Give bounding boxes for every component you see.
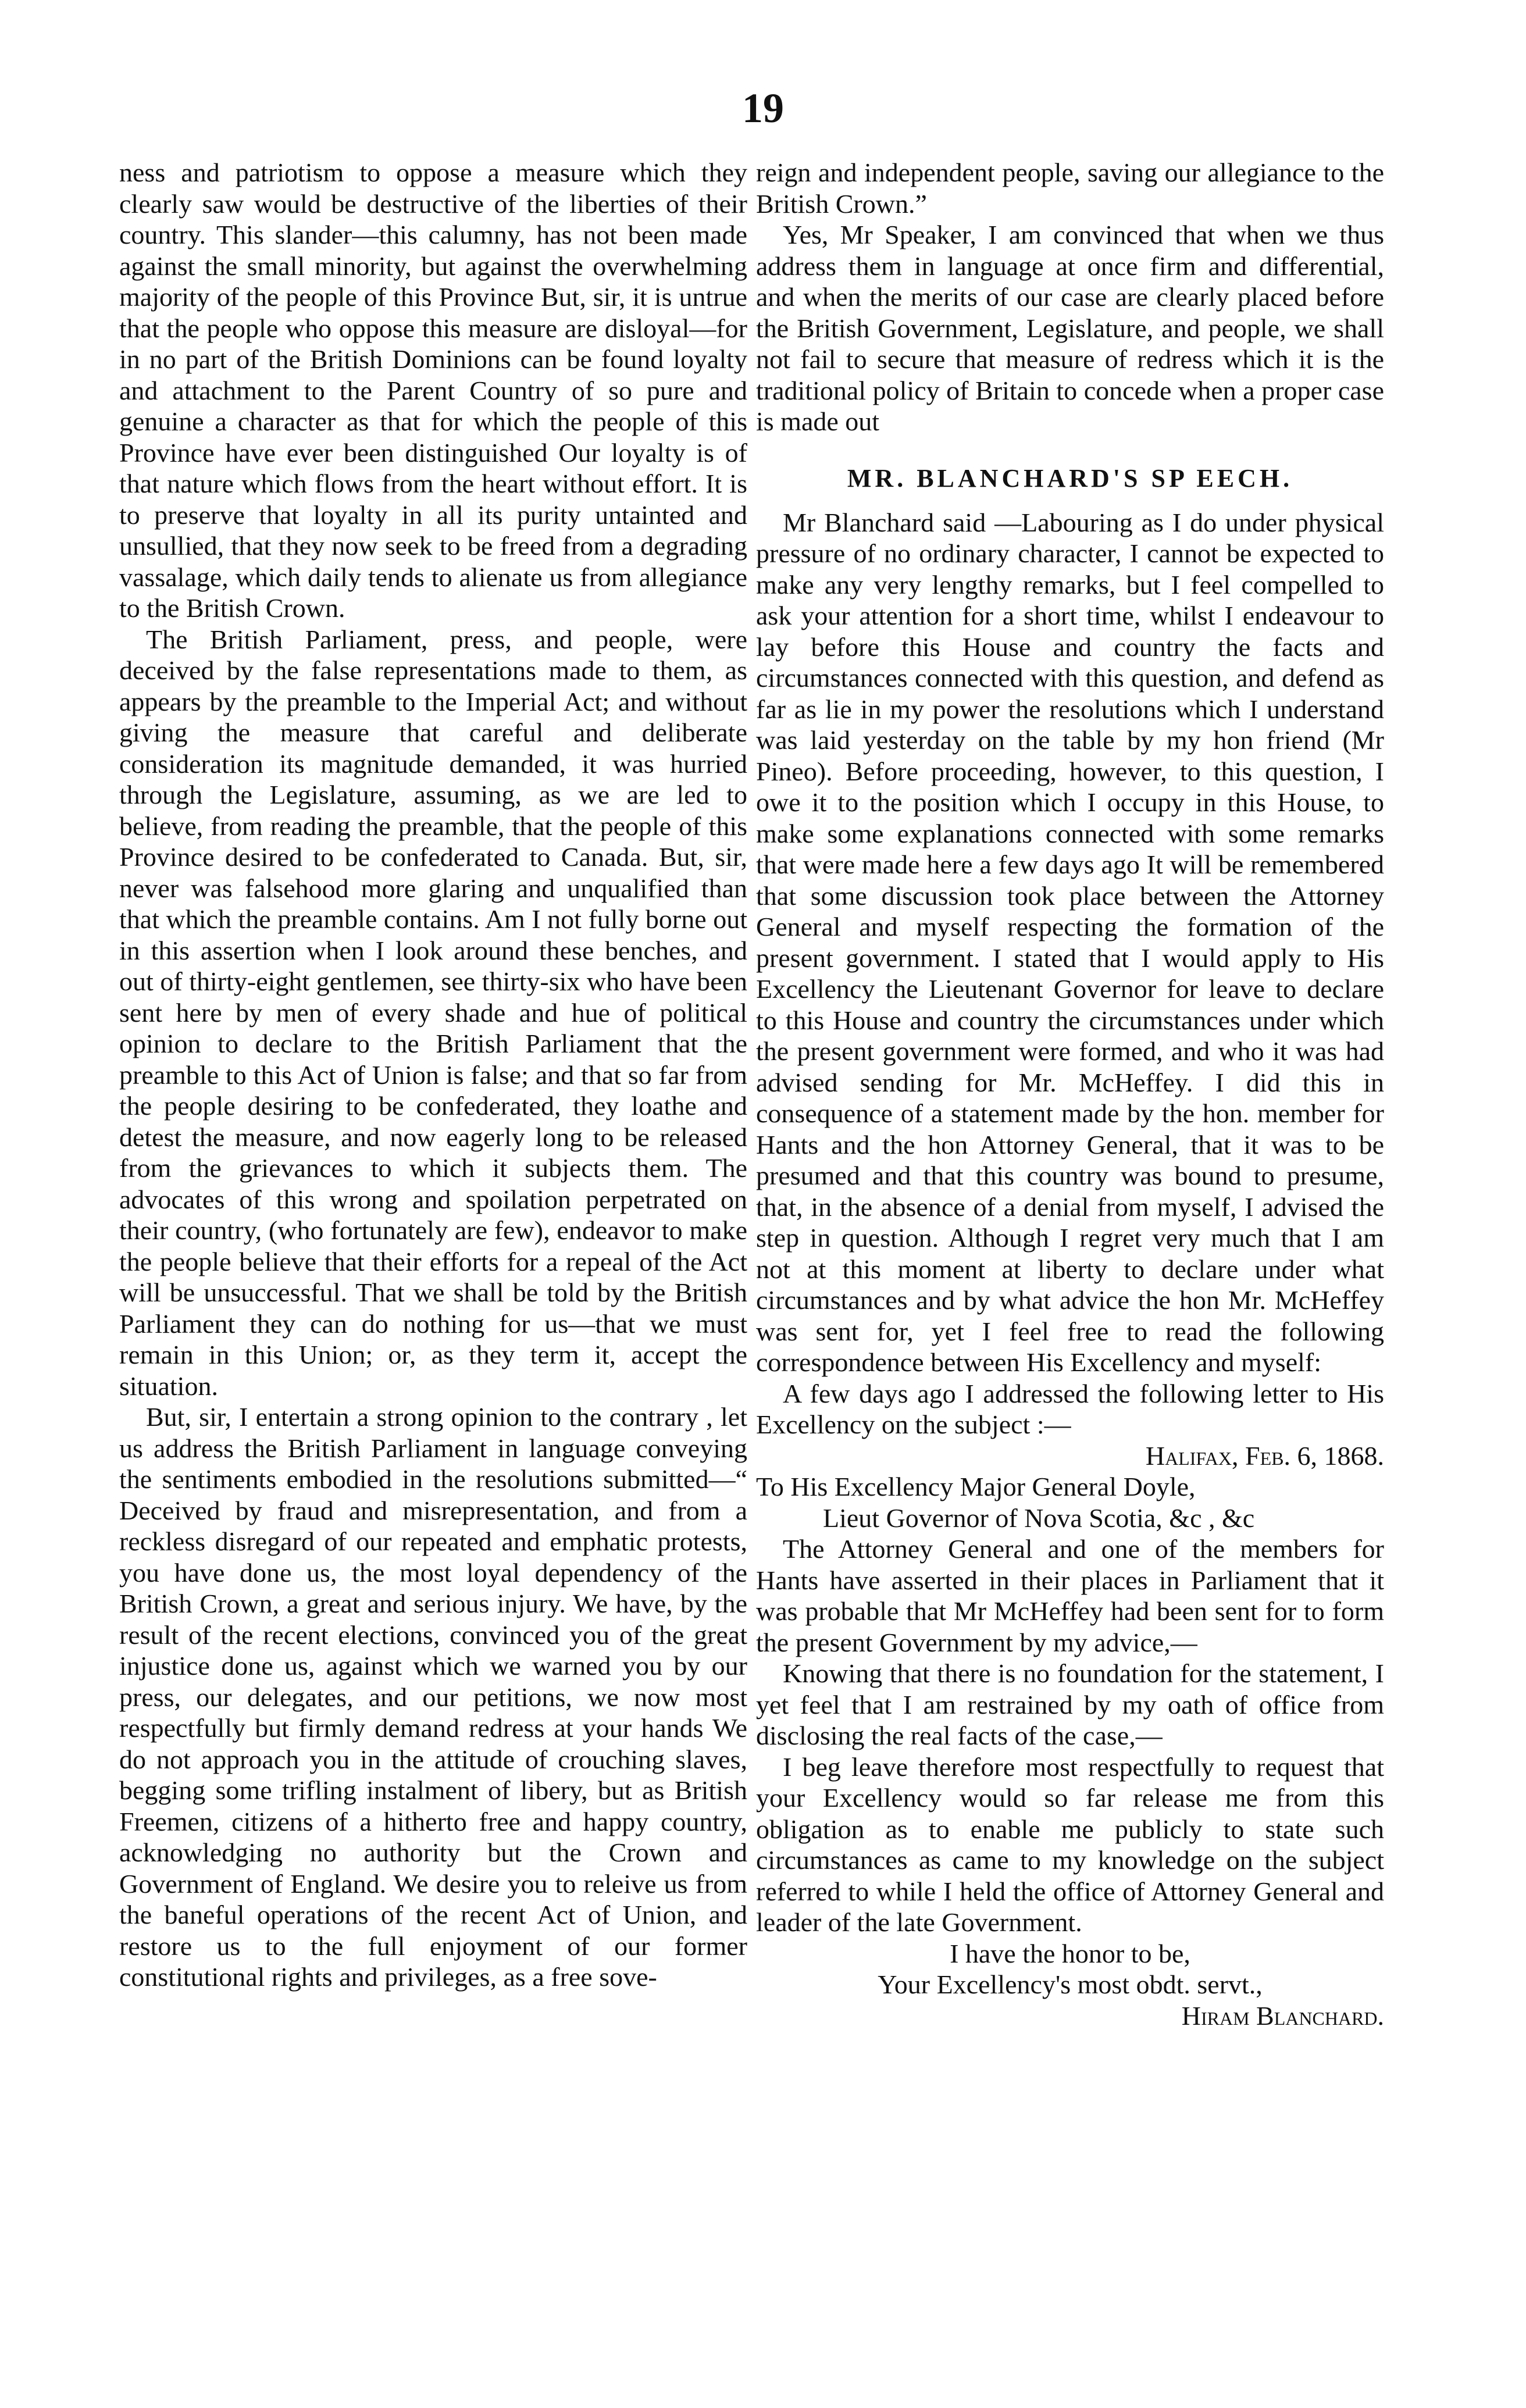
letter-address-line1: To His Excellency Major General Doyle, — [756, 1472, 1196, 1501]
left-column — [119, 157, 747, 1993]
letter-closing-line2: Your Excellency's most obdt. servt., — [878, 1970, 1263, 1999]
left-paragraph-address-proposal: But, sir, I entertain a strong opinion to the contrary , let us address the British Parliament in language conveying the sentiments embodied in the resolutions submitted—“ Deceived by fraud and misrepresentation, and from a reckless disregard of our repeated and emphatic protests, you have done us, the most loyal dependency of the British Crown, a great and serious injury. We have, by the result of the recent elections, convinced you of the great injustice done us, against which we warned you by our press, our delegates, and our petitions, we now most respectfully but firmly demand redress at your hands We do not approach you in the attitude of crouching slaves, begging some trifling instalment of libery, but as British Freemen, citizens of a hitherto free and happy country, acknowledging no authority but the Crown and Government of England. We desire you to releive us from the baneful operations of the recent Act of Union, and restore us to the full enjoyment of our former constitutional rights and privileges, as a free sove- — [119, 1402, 747, 1992]
letter-address — [756, 1471, 1384, 1533]
letter-dateline: Halifax, Feb. 6, 1868. — [1145, 1440, 1384, 1471]
letter-signature: Hiram Blanchard. — [1181, 2000, 1384, 2031]
letter-paragraph-1: The Attorney General and one of the members for Hants have asserted in their places in Parliament that it was probable that Mr McHeffey had been sent for to form the present Government by my advice,— — [756, 1534, 1384, 1657]
right-paragraph-continuation: reign and independent people, saving our allegiance to the British Crown.” — [756, 158, 1384, 219]
letter-paragraph-2: Knowing that there is no foundation for the statement, I yet feel that I am restrained by my oath of office from disclosing the real facts of the case,— — [756, 1658, 1384, 1750]
page-number: 19 — [742, 85, 784, 131]
left-paragraph-british-parliament: The British Parliament, press, and people, were deceived by the false representations made to them, as appears by the preamble to the Imperial Act; and without giving the measure that careful and deliberate consideration its magnitude demanded, it was hurried through the Legislature, assuming, as we are led to believe, from reading the preamble, that the people of this Province desired to be confederated to Canada. But, sir, never was falsehood more glaring and unqualified than that which the preamble contains. Am I not fully borne out in this assertion when I look around these benches, and out of thirty-eight gentlemen, see thirty-six who have been sent here by men of every shade and hue of political opinion to declare to the British Parliament that the preamble to this Act of Union is false; and that so far from the people desiring to be confederated, they loathe and detest the measure, and now eagerly long to be released from the grievances to which it subjects them. The advocates of this wrong and spoilation perpetrated on their country, (who fortunately are few), endeavor to make the people believe that their efforts for a repeal of the Act will be unsuccessful. That we shall be told by the British Parliament they can do nothing for us—that we must remain in this Union; or, as they term it, accept the situation. — [119, 624, 747, 1401]
speech-paragraph-letter-intro: A few days ago I addressed the following letter to His Excellency on the subject :— — [756, 1378, 1384, 1439]
right-column — [756, 157, 1384, 2031]
right-paragraph-speaker: Yes, Mr Speaker, I am convinced that when we thus address them in language at once firm and differential, and when the merits of our case are clearly placed before the British Government, Legislature, and people, we shall not fail to secure that measure of redress which it is the traditional policy of Britain to concede when a proper case is made out — [756, 220, 1384, 436]
left-paragraph-continuation: ness and patriotism to oppose a measure which they clearly saw would be destructive of the liberties of their country. This slander—this calumny, has not been made against the small minority, but against the overwhelming majority of the people of this Province But, sir, it is untrue that the people who oppose this measure are disloyal—for in no part of the British Dominions can be found loyalty and attachment to the Parent Country of so pure and genuine a character as that for which the people of this Province have ever been distinguished Our loyalty is of that nature which flows from the heart without effort. It is to preserve that loyalty in all its purity untainted and unsullied, that they now seek to be freed from a degrading vassalage, which daily tends to alienate us from allegiance to the British Crown. — [119, 158, 747, 623]
letter-address-line2: Lieut Governor of Nova Scotia, &c , &c — [823, 1503, 1255, 1533]
letter-closing-line1: I have the honor to be, — [950, 1938, 1190, 1968]
letter-paragraph-3: I beg leave therefore most respectfully to request that your Excellency would so far release me from this obligation as to enable me publicly to state such circumstances as came to my knowledge on the subject referred to while I held the office of Attorney General and leader of the late Government. — [756, 1751, 1384, 1937]
section-heading: MR. BLANCHARD'S SP EECH. — [847, 463, 1293, 493]
speech-paragraph-opening: Mr Blanchard said —Labouring as I do under physical pressure of no ordinary character, I cannot be expected to make any very lengthy remarks, but I feel compelled to ask your attention for a short time, whilst I endeavour to lay before this House and country the facts and circumstances connected with this question, and defend as far as lie in my power the resolutions which I understand was laid yesterday on the table by my hon friend (Mr Pineo). Before proceeding, however, to this question, I owe it to the position which I occupy in this House, to make some explanations connected with some remarks that were made here a few days ago It will be remembered that some discussion took place between the Attorney General and myself respecting the formation of the present government. I stated that I would apply to His Excellency the Lieutenant Governor for leave to declare to this House and country the circumstances under which the present government were formed, and who it was had advised sending for Mr. McHeffey. I did this in consequence of a statement made by the hon. member for Hants and the hon Attorney General, that it was to be presumed and that this country was bound to presume, that, in the absence of a denial from myself, I advised the step in question. Although I regret very much that I am not at this moment at liberty to declare under what circumstances and by what advice the hon Mr. McHeffey was sent for, yet I feel free to read the following correspondence between His Excellency and myself: — [756, 507, 1384, 1377]
